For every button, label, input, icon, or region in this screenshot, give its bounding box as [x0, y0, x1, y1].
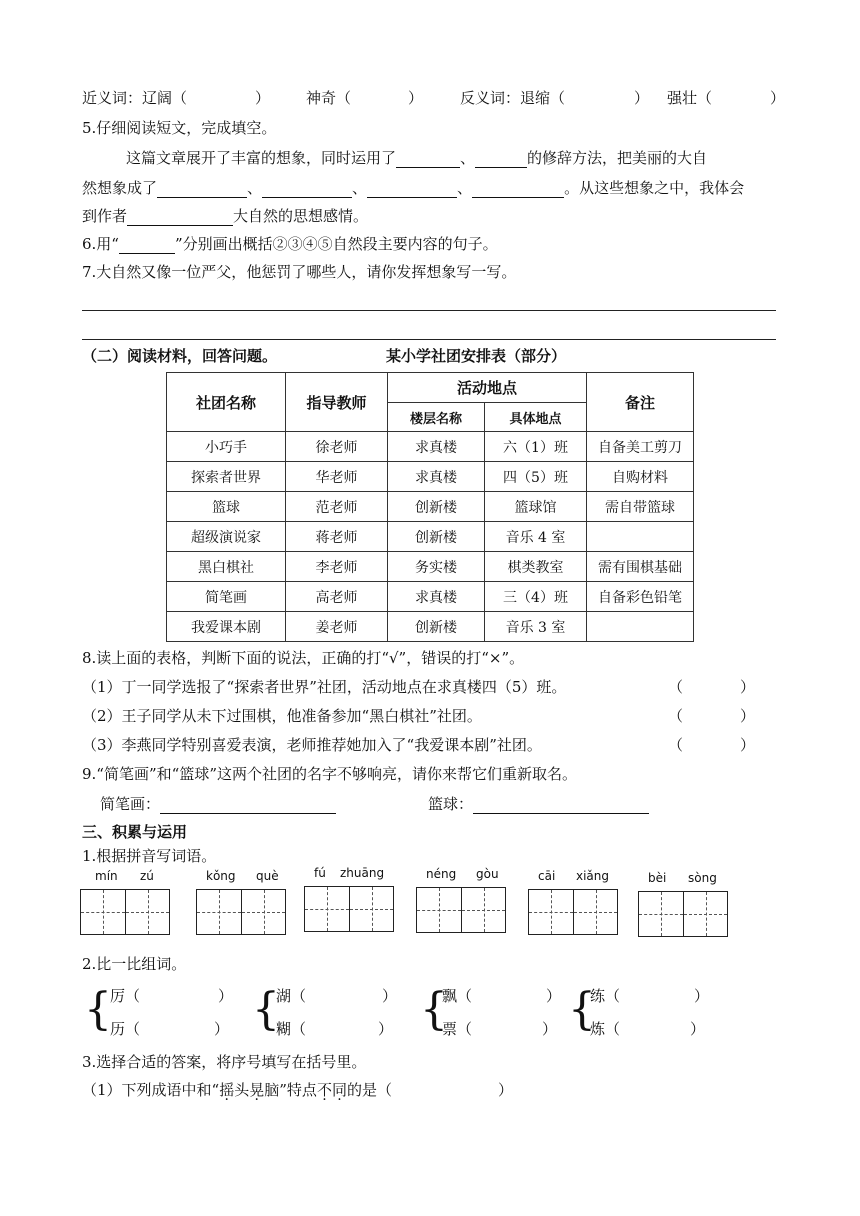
cell-club: 黑白棋社	[167, 552, 286, 582]
col-header-note: 备注	[587, 373, 694, 432]
tianzige-grid[interactable]	[638, 891, 728, 937]
table-header-row	[167, 373, 694, 403]
answer-close-paren: ）	[498, 1081, 514, 1099]
cell-note: 需有围棋基础	[587, 552, 694, 582]
synonym-label: 近义词：	[82, 89, 143, 107]
pinyin-syllable: què	[256, 869, 279, 883]
emphasis-char: 同	[331, 1081, 347, 1099]
q9-label: 简笔画：	[100, 795, 161, 813]
tianzige-grid[interactable]	[528, 889, 618, 935]
synonym-2: 神奇（	[306, 89, 352, 107]
answer-open-paren[interactable]: （	[668, 678, 684, 696]
separator: 、	[457, 179, 473, 197]
cell-floor: 求真楼	[388, 582, 485, 612]
compare-item: 炼（	[590, 1020, 621, 1038]
q4-synonym-antonym-line	[82, 88, 187, 108]
cell-floor: 创新楼	[388, 612, 485, 642]
q3-text: 头	[234, 1081, 250, 1099]
q3-text: 脑”特点	[264, 1081, 317, 1099]
antonym-label: 反义词：	[460, 89, 521, 107]
cell-club: 探索者世界	[167, 462, 286, 492]
tianzige-grid[interactable]	[196, 889, 286, 935]
pinyin-syllable: cāi	[538, 869, 556, 883]
cell-floor: 求真楼	[388, 462, 485, 492]
answer-blank[interactable]	[396, 151, 460, 168]
cell-teacher: 李老师	[286, 552, 388, 582]
pinyin-syllable: xiǎng	[576, 869, 610, 883]
curly-brace: {	[252, 984, 280, 1035]
section-heading: 三、积累与运用	[82, 823, 188, 841]
close-paren: ）	[382, 987, 398, 1005]
separator: 、	[352, 179, 368, 197]
close-paren: ）	[218, 987, 234, 1005]
curly-brace: {	[84, 984, 112, 1035]
compare-item: 飘（	[442, 987, 473, 1005]
cell-spot: 四（5）班	[485, 462, 587, 492]
close-paren: ）	[690, 1020, 706, 1038]
q5-text: 的修辞方法，把美丽的大自	[527, 149, 708, 167]
cell-note: 需自带篮球	[587, 492, 694, 522]
answer-blank	[119, 237, 175, 254]
table-row	[167, 582, 694, 612]
answer-close-paren: ）	[740, 707, 756, 725]
answer-blank[interactable]	[157, 181, 247, 198]
col-header-place: 活动地点	[388, 373, 587, 403]
compare-item: 历（	[110, 1020, 141, 1038]
compare-item: 票（	[442, 1020, 473, 1038]
cell-club: 超级演说家	[167, 522, 286, 552]
q5-title: 5.仔细阅读短文，完成填空。	[82, 119, 277, 137]
cell-teacher: 蒋老师	[286, 522, 388, 552]
separator: 、	[247, 179, 263, 197]
table-row	[167, 432, 694, 462]
q7-prompt: 7.大自然又像一位严父，他惩罚了哪些人，请你发挥想象写一写。	[82, 263, 517, 281]
q6-text: 6.用“	[82, 235, 119, 253]
q5-text: 。从这些想象之中，我体会	[564, 179, 745, 197]
col-header-spot: 具体地点	[485, 403, 587, 432]
col-header-teacher: 指导教师	[286, 373, 388, 432]
emphasis-char: 摇	[219, 1081, 235, 1099]
table-row	[167, 492, 694, 522]
table-title: 某小学社团安排表（部分）	[386, 347, 567, 365]
emphasis-char: 晃	[249, 1081, 265, 1099]
col-header-floor: 楼层名称	[388, 403, 485, 432]
antonym-group	[460, 88, 565, 108]
answer-blank[interactable]	[475, 151, 527, 168]
cell-note	[587, 612, 694, 642]
q8-title: 8.读上面的表格，判断下面的说法，正确的打“√”，错误的打“×”。	[82, 649, 525, 667]
pinyin-syllable: gòu	[476, 867, 499, 881]
cell-teacher: 华老师	[286, 462, 388, 492]
synonym-1: 辽阔（	[142, 89, 188, 107]
q1-title: 1.根据拼音写词语。	[82, 847, 217, 865]
compare-item: 湖（	[276, 987, 307, 1005]
cell-club: 小巧手	[167, 432, 286, 462]
cell-spot: 棋类教室	[485, 552, 587, 582]
q5-para-line-1	[126, 148, 707, 168]
cell-floor: 创新楼	[388, 522, 485, 552]
cell-teacher: 徐老师	[286, 432, 388, 462]
compare-item: 糊（	[276, 1020, 307, 1038]
section-heading: （二）阅读材料，回答问题。	[82, 347, 278, 365]
cell-spot: 三（4）班	[485, 582, 587, 612]
pinyin-syllable: fú	[314, 866, 326, 880]
close-paren: ）	[542, 1020, 558, 1038]
q3-title: 3.选择合适的答案，将序号填写在括号里。	[82, 1053, 367, 1071]
tianzige-grid[interactable]	[80, 889, 170, 935]
antonym-1: 退缩（	[520, 89, 566, 107]
q3-item-1	[82, 1080, 392, 1100]
compare-item: 练（	[590, 987, 621, 1005]
cell-teacher: 范老师	[286, 492, 388, 522]
q6-line	[82, 234, 498, 254]
answer-blank[interactable]	[160, 797, 336, 814]
cell-note: 自购材料	[587, 462, 694, 492]
q3-text: 的是（	[346, 1081, 392, 1099]
close-paren: ）	[378, 1020, 394, 1038]
q5-text: 大自然的思想感情。	[233, 207, 369, 225]
answer-blank[interactable]	[262, 181, 352, 198]
pinyin-syllable: bèi	[648, 871, 667, 885]
cell-teacher: 姜老师	[286, 612, 388, 642]
pinyin-syllable: sòng	[688, 871, 717, 885]
q2-title: 2.比一比组词。	[82, 955, 187, 973]
q8-item-3: （3）李燕同学特别喜爱表演，老师推荐她加入了“我爱课本剧”社团。	[82, 736, 542, 754]
cell-note: 自备彩色铅笔	[587, 582, 694, 612]
curly-brace: {	[420, 984, 448, 1035]
cell-floor: 求真楼	[388, 432, 485, 462]
table-row	[167, 462, 694, 492]
emphasis-char: 不	[316, 1081, 332, 1099]
close-paren: ）	[408, 89, 424, 107]
answer-blank[interactable]	[473, 797, 649, 814]
q6-text: ”分别画出概括②③④⑤自然段主要内容的句子。	[174, 235, 498, 253]
answer-blank[interactable]	[367, 181, 457, 198]
cell-note	[587, 522, 694, 552]
cell-spot: 音乐 4 室	[485, 522, 587, 552]
club-schedule-table	[166, 372, 694, 642]
cell-note: 自备美工剪刀	[587, 432, 694, 462]
answer-line[interactable]	[82, 339, 776, 340]
tianzige-grid[interactable]	[304, 886, 394, 932]
q5-para-line-3	[82, 206, 368, 226]
pinyin-syllable: zú	[140, 869, 154, 883]
pinyin-syllable: mín	[95, 869, 118, 883]
answer-blank[interactable]	[472, 181, 564, 198]
q8-item-1: （1）丁一同学选报了“探索者世界”社团，活动地点在求真楼四（5）班。	[82, 678, 567, 696]
cell-spot: 六（1）班	[485, 432, 587, 462]
answer-open-paren[interactable]: （	[668, 707, 684, 725]
table-row	[167, 522, 694, 552]
close-paren: ）	[546, 987, 562, 1005]
q5-text: 到作者	[82, 207, 128, 225]
close-paren: ）	[255, 89, 271, 107]
separator: 、	[460, 149, 476, 167]
pinyin-syllable: kǒng	[206, 869, 236, 883]
close-paren: ）	[634, 89, 650, 107]
tianzige-grid[interactable]	[416, 887, 506, 933]
curly-brace: {	[568, 984, 596, 1035]
pinyin-syllable: néng	[426, 867, 457, 881]
close-paren: ）	[770, 89, 786, 107]
answer-close-paren: ）	[740, 678, 756, 696]
cell-teacher: 高老师	[286, 582, 388, 612]
cell-club: 篮球	[167, 492, 286, 522]
antonym-2: 强壮（	[667, 89, 713, 107]
q9-label: 篮球：	[428, 795, 474, 813]
cell-floor: 创新楼	[388, 492, 485, 522]
pinyin-syllable: zhuāng	[340, 866, 385, 880]
cell-spot: 篮球馆	[485, 492, 587, 522]
q3-text: （1）下列成语中和“	[82, 1081, 220, 1099]
q9-answer-a	[100, 794, 336, 814]
compare-item: 厉（	[110, 987, 141, 1005]
q9-title: 9.“简笔画”和“篮球”这两个社团的名字不够响亮，请你来帮它们重新取名。	[82, 765, 577, 783]
close-paren: ）	[214, 1020, 230, 1038]
cell-floor: 务实楼	[388, 552, 485, 582]
q5-text: 然想象成了	[82, 179, 158, 197]
q5-para-line-2	[82, 178, 744, 198]
cell-spot: 音乐 3 室	[485, 612, 587, 642]
table-row	[167, 612, 694, 642]
answer-open-paren[interactable]: （	[668, 736, 684, 754]
q5-text: 这篇文章展开了丰富的想象，同时运用了	[126, 149, 397, 167]
col-header-club-name: 社团名称	[167, 373, 286, 432]
table-row	[167, 552, 694, 582]
cell-club: 我爱课本剧	[167, 612, 286, 642]
q8-item-2: （2）王子同学从未下过围棋，他准备参加“黑白棋社”社团。	[82, 707, 482, 725]
answer-blank[interactable]	[127, 209, 233, 226]
close-paren: ）	[694, 987, 710, 1005]
answer-close-paren: ）	[740, 736, 756, 754]
answer-line[interactable]	[82, 310, 776, 311]
cell-club: 简笔画	[167, 582, 286, 612]
q9-answer-b	[428, 794, 649, 814]
